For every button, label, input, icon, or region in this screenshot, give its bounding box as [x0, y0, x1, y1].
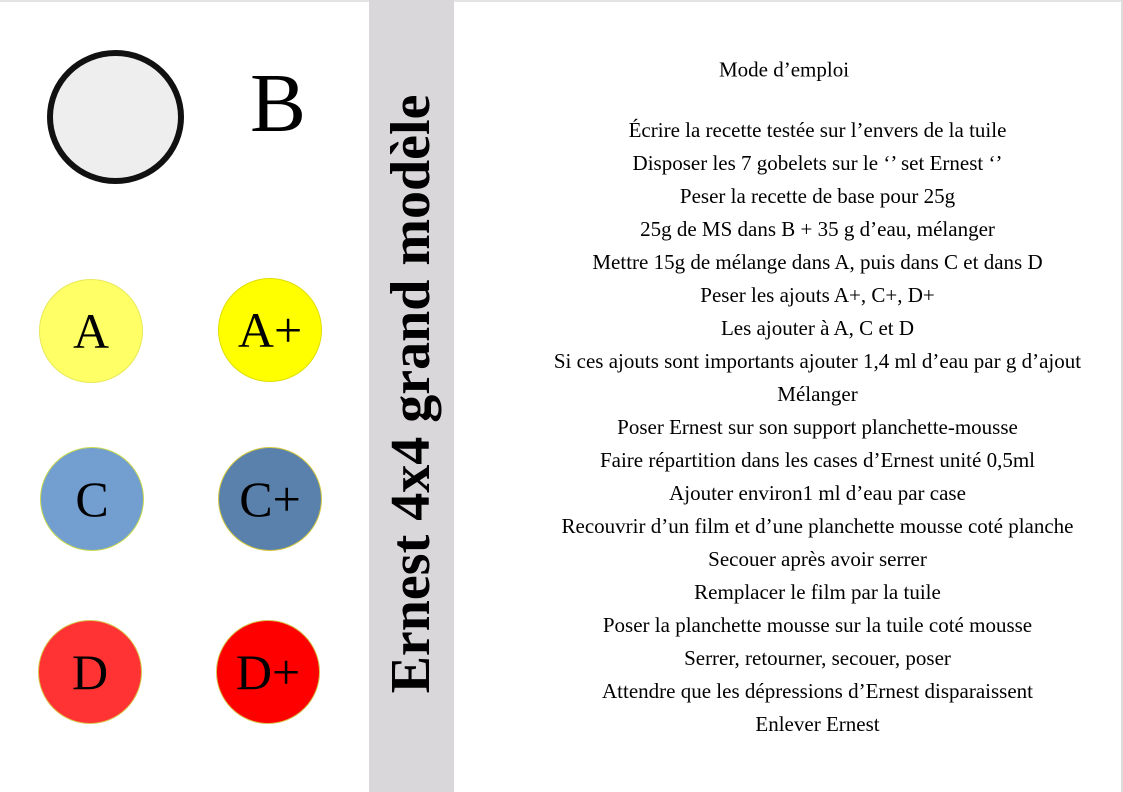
- circle-d-label: D: [71, 644, 109, 700]
- circle-c-plus: [218, 447, 322, 551]
- circle-c-label: C: [75, 471, 109, 527]
- instruction-step: Poser la planchette mousse sur la tuile coté mousse: [602, 613, 1033, 637]
- circle-b-outline: [47, 50, 184, 184]
- vertical-title: Ernest 4x4 grand modèle: [380, 94, 442, 694]
- instruction-step: Écrire la recette testée sur l’envers de la tuile: [628, 118, 1007, 142]
- circle-a-plus: [218, 278, 322, 382]
- circle-c-plus-label: C+: [239, 471, 301, 527]
- circle-d-plus: [216, 620, 320, 724]
- instruction-step: Disposer les 7 gobelets sur le ‘’ set Ernest ‘’: [632, 151, 1003, 175]
- instruction-step: Ajouter environ1 ml d’eau par case: [669, 481, 966, 505]
- instruction-step: Poser Ernest sur son support planchette-mousse: [617, 415, 1018, 439]
- instruction-step: Si ces ajouts sont importants ajouter 1,4 ml d’eau par g d’ajout: [553, 349, 1082, 373]
- instruction-step: Mélanger: [777, 382, 858, 406]
- instruction-step: 25g de MS dans B + 35 g d’eau, mélanger: [640, 217, 995, 241]
- instruction-step: Serrer, retourner, secouer, poser: [684, 646, 951, 670]
- circle-d: [38, 620, 142, 724]
- circle-c: [40, 447, 144, 551]
- label-b: B: [250, 57, 307, 150]
- circle-a-plus-label: A+: [237, 302, 303, 358]
- instructions-title: Mode d’emploi: [718, 57, 850, 82]
- instruction-step: Enlever Ernest: [755, 712, 880, 736]
- instruction-step: Recouvrir d’un film et d’une planchette mousse coté planche: [561, 514, 1074, 538]
- circle-a-label: A: [72, 303, 110, 359]
- circle-a: [39, 279, 143, 383]
- instruction-step: Faire répartition dans les cases d’Ernest unité 0,5ml: [599, 448, 1036, 472]
- circle-d-plus-label: D+: [235, 644, 301, 700]
- instruction-steps: [516, 114, 1119, 741]
- instruction-step: Peser la recette de base pour 25g: [679, 184, 956, 208]
- instruction-step: Les ajouter à A, C et D: [720, 316, 915, 340]
- instruction-step: Secouer après avoir serrer: [708, 547, 927, 571]
- instruction-step: Mettre 15g de mélange dans A, puis dans C et dans D: [592, 250, 1043, 274]
- instruction-step: Attendre que les dépressions d’Ernest disparaissent: [602, 679, 1033, 703]
- instruction-step: Remplacer le film par la tuile: [694, 580, 941, 604]
- top-border-line: [0, 0, 1123, 2]
- instruction-step: Peser les ajouts A+, C+, D+: [700, 283, 935, 307]
